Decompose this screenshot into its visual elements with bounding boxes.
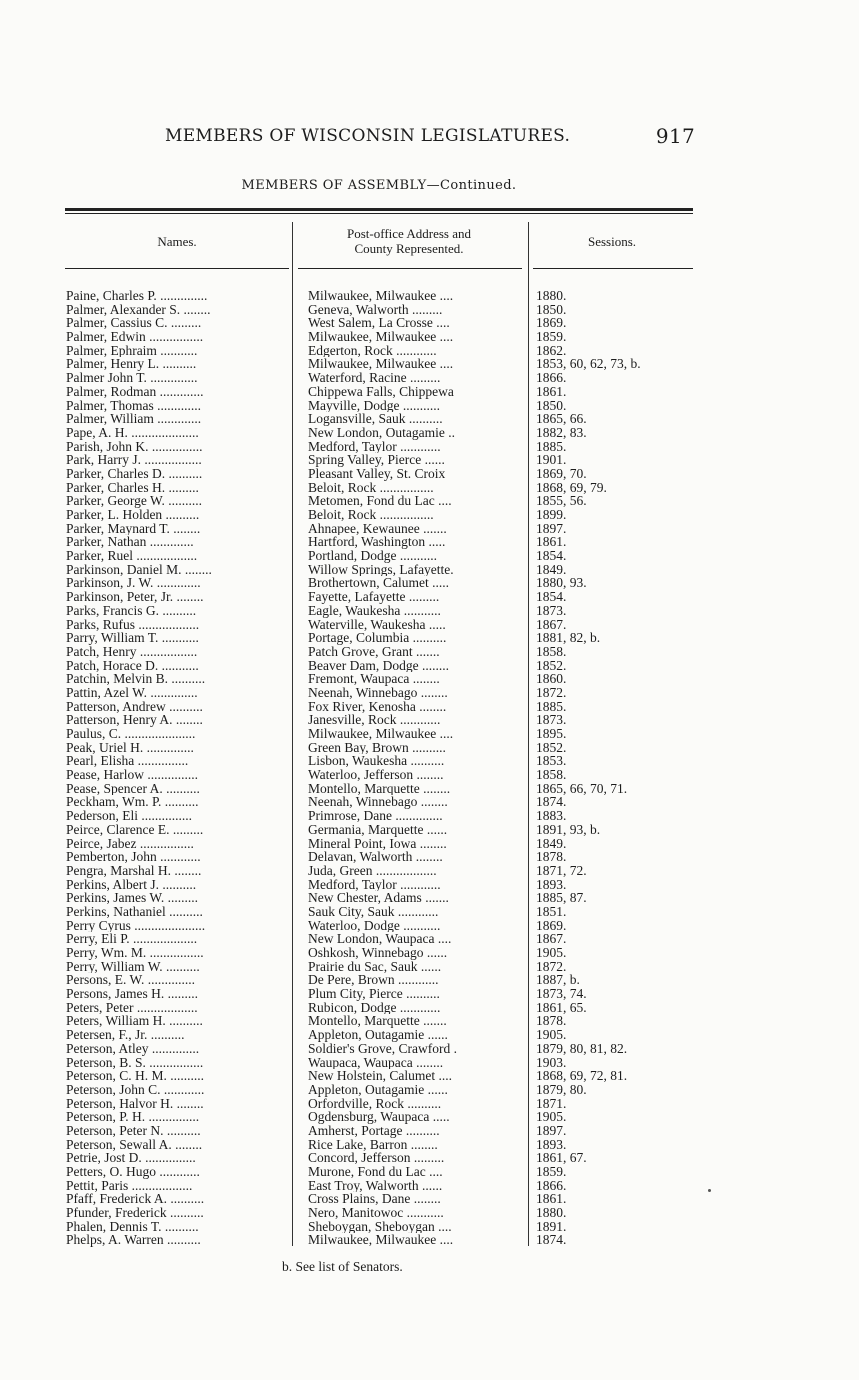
table-row [66, 782, 696, 796]
table-row [66, 1097, 696, 1111]
table-row [66, 1138, 696, 1152]
member-address: Waterloo, Jefferson ........ [308, 768, 444, 782]
table-row [66, 412, 696, 426]
member-sessions: 1862. [536, 343, 567, 358]
column-header-sessions: Sessions. [587, 234, 637, 249]
member-name: Pemberton, John ............ [66, 850, 201, 864]
table-row [66, 1165, 696, 1179]
member-sessions: 1868, 69, 79. [536, 480, 607, 495]
table-row [66, 672, 696, 686]
table-row [66, 1206, 696, 1220]
member-address: Sauk City, Sauk ............ [308, 904, 439, 919]
member-address: Fox River, Kenosha ........ [308, 699, 447, 714]
table-row [66, 809, 696, 823]
member-sessions: 1849. [536, 836, 567, 851]
member-sessions: 1865, 66, 70, 71. [536, 781, 628, 796]
member-address: Plum City, Pierce .......... [308, 987, 440, 1001]
table-row [66, 494, 696, 508]
member-name: Phalen, Dennis T. .......... [66, 1219, 199, 1234]
member-name: Parker, Maynard T. ........ [66, 521, 201, 536]
member-name: Patterson, Andrew .......... [66, 699, 203, 714]
member-address: Waupaca, Waupaca ........ [308, 1055, 444, 1070]
member-name: Patchin, Melvin B. .......... [66, 672, 206, 686]
member-name: Pfunder, Frederick .......... [66, 1206, 204, 1220]
member-sessions: 1905. [536, 1028, 567, 1042]
member-name: Peterson, P. H. ............... [66, 1110, 200, 1124]
member-address: Murone, Fond du Lac .... [308, 1165, 443, 1179]
header-rule-sessions [533, 268, 693, 269]
table-row [66, 987, 696, 1001]
member-address: Portland, Dodge ........... [308, 549, 437, 563]
table-row [66, 1056, 696, 1070]
member-address: Montello, Marquette ....... [308, 1014, 447, 1029]
member-name: Palmer, Cassius C. ......... [66, 316, 202, 331]
member-address: Beloit, Rock ................ [308, 480, 434, 495]
table-row [66, 754, 696, 768]
member-sessions: 1866. [536, 1178, 567, 1193]
member-sessions: 1850. [536, 398, 567, 413]
table-row [66, 1042, 696, 1056]
member-address: Appleton, Outagamie ...... [308, 1028, 448, 1042]
table-row [66, 837, 696, 851]
member-address: West Salem, La Crosse .... [308, 316, 450, 331]
member-address: Sheboygan, Sheboygan .... [308, 1219, 452, 1234]
member-name: Petersen, F., Jr. .......... [66, 1028, 185, 1042]
member-name: Peak, Uriel H. .............. [66, 740, 194, 755]
member-address: Nero, Manitowoc ........... [308, 1206, 444, 1220]
table-row [66, 508, 696, 522]
member-name: Patch, Henry ................. [66, 644, 198, 659]
member-sessions: 1874. [536, 1233, 567, 1248]
member-name: Peters, William H. .......... [66, 1014, 203, 1029]
table-row [66, 700, 696, 714]
member-address: Fayette, Lafayette ......... [308, 590, 440, 604]
table-row [66, 344, 696, 358]
member-sessions: 1873. [536, 713, 567, 728]
member-sessions: 1861, 65. [536, 1000, 587, 1015]
table-row [66, 1124, 696, 1138]
member-name: Petrie, Jost D. ............... [66, 1151, 196, 1166]
member-address: Soldier's Grove, Crawford . [308, 1041, 458, 1056]
member-sessions: 1899. [536, 508, 567, 522]
member-address: Portage, Columbia .......... [308, 631, 447, 645]
member-name: Perry, William W. .......... [66, 959, 200, 974]
member-name: Peterson, C. H. M. .......... [66, 1069, 204, 1083]
member-sessions: 1853, 60, 62, 73, b. [536, 357, 641, 372]
member-address: Germania, Marquette ...... [308, 822, 448, 837]
member-name: Petters, O. Hugo ............ [66, 1165, 200, 1179]
member-name: Perry Cyrus ..................... [66, 918, 206, 933]
table-row [66, 932, 696, 946]
member-address: Prairie du Sac, Sauk ...... [308, 959, 442, 974]
member-name: Pfaff, Frederick A. .......... [66, 1192, 205, 1207]
member-sessions: 1872. [536, 959, 567, 974]
table-row [66, 645, 696, 659]
member-name: Park, Harry J. ................. [66, 453, 202, 467]
member-address: Appleton, Outagamie ...... [308, 1082, 448, 1097]
member-address: Milwaukee, Milwaukee .... [308, 727, 454, 741]
member-name: Pease, Spencer A. .......... [66, 781, 200, 796]
member-name: Parker, George W. .......... [66, 494, 203, 509]
member-address: Montello, Marquette ........ [308, 781, 451, 796]
member-address: Primrose, Dane .............. [308, 809, 443, 823]
member-address: Ogdensburg, Waupaca ..... [308, 1110, 450, 1124]
member-sessions: 1901. [536, 453, 567, 467]
member-name: Perkins, Nathaniel .......... [66, 904, 203, 919]
member-sessions: 1891, 93, b. [536, 822, 601, 837]
member-sessions: 1867. [536, 932, 567, 947]
member-address: Lisbon, Waukesha .......... [308, 754, 445, 769]
member-name: Parker, Nathan ............. [66, 535, 194, 550]
member-address: Beloit, Rock ................ [308, 508, 434, 522]
table-row [66, 1083, 696, 1097]
member-sessions: 1855, 56. [536, 494, 587, 509]
table-row [66, 426, 696, 440]
table-row [66, 371, 696, 385]
member-sessions: 1854. [536, 549, 567, 563]
member-sessions: 1905. [536, 946, 567, 960]
member-sessions: 1878. [536, 850, 567, 864]
table-row [66, 357, 696, 371]
member-name: Palmer John T. .............. [66, 371, 198, 385]
member-name: Peterson, Atley .............. [66, 1041, 200, 1056]
member-address: Logansville, Sauk .......... [308, 412, 443, 426]
member-address: Medford, Taylor ............ [308, 877, 441, 892]
member-address: New London, Outagamie .. [308, 425, 455, 440]
member-sessions: 1903. [536, 1055, 567, 1070]
table-row [66, 1001, 696, 1015]
member-name: Palmer, Thomas ............. [66, 398, 201, 413]
member-name: Palmer, Henry L. .......... [66, 357, 197, 372]
table-row [66, 850, 696, 864]
member-sessions: 1859. [536, 330, 567, 344]
table-row [66, 1179, 696, 1193]
header-rule-names [65, 268, 289, 269]
member-sessions: 1879, 80, 81, 82. [536, 1041, 628, 1056]
member-address: Delavan, Walworth ........ [308, 850, 443, 864]
member-name: Parker, Ruel .................. [66, 549, 198, 563]
member-address: Geneva, Walworth ......... [308, 302, 443, 317]
table-row [66, 686, 696, 700]
member-address: Oshkosh, Winnebago ...... [308, 946, 448, 960]
table-row [66, 467, 696, 481]
member-sessions: 1860. [536, 672, 567, 686]
member-address: New London, Waupaca .... [308, 932, 452, 947]
member-sessions: 1881, 82, b. [536, 631, 601, 645]
member-address: Medford, Taylor ............ [308, 439, 441, 454]
member-name: Palmer, William ............. [66, 412, 202, 426]
table-row [66, 316, 696, 330]
member-name: Perkins, James W. ......... [66, 891, 199, 905]
member-sessions: 1883. [536, 809, 567, 823]
member-sessions: 1905. [536, 1110, 567, 1124]
member-sessions: 1895. [536, 727, 567, 741]
table-row [66, 946, 696, 960]
member-address: Mayville, Dodge ........... [308, 398, 440, 413]
member-name: Patterson, Henry A. ........ [66, 713, 203, 728]
column-header-names: Names. [157, 234, 197, 249]
member-address: Pleasant Valley, St. Croix [308, 466, 446, 481]
table-row [66, 891, 696, 905]
table-row [66, 1192, 696, 1206]
table-row [66, 1014, 696, 1028]
member-sessions: 1897. [536, 1123, 567, 1138]
top-rule-thin [65, 213, 693, 214]
member-address: Fremont, Waupaca ........ [308, 672, 440, 686]
member-sessions: 1882, 83. [536, 425, 587, 440]
member-name: Pederson, Eli ............... [66, 809, 192, 823]
member-name: Peterson, Sewall A. ........ [66, 1137, 203, 1152]
member-name: Peirce, Jabez ................ [66, 836, 194, 851]
member-sessions: 1880. [536, 1206, 567, 1220]
member-address: Waterloo, Dodge ........... [308, 918, 441, 933]
member-address: Janesville, Rock ............ [308, 713, 441, 728]
member-sessions: 1861. [536, 384, 567, 399]
member-name: Pattin, Azel W. .............. [66, 685, 198, 700]
member-address: East Troy, Walworth ...... [308, 1178, 443, 1193]
member-name: Pengra, Marshal H. ........ [66, 863, 202, 878]
member-name: Palmer, Edwin ................ [66, 330, 204, 344]
member-name: Parry, William T. ........... [66, 631, 199, 645]
member-name: Palmer, Alexander S. ........ [66, 302, 211, 317]
table-row [66, 741, 696, 755]
member-name: Pettit, Paris .................. [66, 1178, 193, 1193]
member-sessions: 1850. [536, 302, 567, 317]
member-address: Neenah, Winnebago ........ [308, 795, 448, 810]
table-row [66, 905, 696, 919]
member-name: Pearl, Elisha ............... [66, 754, 189, 769]
member-name: Peirce, Clarence E. ......... [66, 822, 204, 837]
member-address: Neenah, Winnebago ........ [308, 685, 448, 700]
member-sessions: 1885. [536, 439, 567, 454]
table-row [66, 919, 696, 933]
member-name: Parkinson, J. W. ............. [66, 576, 201, 591]
member-sessions: 1897. [536, 521, 567, 536]
ink-speck [708, 1189, 711, 1192]
member-sessions: 1873. [536, 603, 567, 618]
member-name: Paine, Charles P. .............. [66, 289, 208, 303]
table-row [66, 618, 696, 632]
header-rule-address [298, 268, 522, 269]
table-row [66, 535, 696, 549]
member-name: Palmer, Ephraim ........... [66, 343, 198, 358]
member-address: Spring Valley, Pierce ...... [308, 453, 445, 467]
member-address: Orfordville, Rock .......... [308, 1096, 442, 1111]
table-row [66, 440, 696, 454]
member-sessions: 1880, 93. [536, 576, 587, 591]
member-address: Waterville, Waukesha ..... [308, 617, 446, 632]
member-name: Parkinson, Daniel M. ........ [66, 562, 212, 577]
member-sessions: 1878. [536, 1014, 567, 1029]
table-row [66, 864, 696, 878]
member-name: Peters, Peter .................. [66, 1000, 198, 1015]
page-title: MEMBERS OF WISCONSIN LEGISLATURES. [165, 126, 571, 146]
member-address: Beaver Dam, Dodge ........ [308, 658, 449, 673]
member-name: Persons, James H. ......... [66, 987, 198, 1001]
member-address: Juda, Green .................. [308, 863, 437, 878]
member-address: Brothertown, Calumet ..... [308, 576, 449, 591]
table-row [66, 1151, 696, 1165]
member-address: New Holstein, Calumet .... [308, 1069, 452, 1083]
table-row [66, 289, 696, 303]
member-name: Peterson, Peter N. .......... [66, 1123, 201, 1138]
table-row [66, 549, 696, 563]
table-row [66, 522, 696, 536]
member-address: Concord, Jefferson ......... [308, 1151, 445, 1166]
table-row [66, 330, 696, 344]
member-sessions: 1861. [536, 535, 567, 550]
table-row [66, 604, 696, 618]
member-name: Paulus, C. ..................... [66, 727, 196, 741]
member-address: Milwaukee, Milwaukee .... [308, 330, 454, 344]
member-sessions: 1867. [536, 617, 567, 632]
member-address: Ahnapee, Kewaunee ....... [308, 521, 447, 536]
column-header-address [296, 226, 522, 256]
member-name: Peterson, John C. ............ [66, 1082, 205, 1097]
table-row [66, 303, 696, 317]
member-address: Eagle, Waukesha ........... [308, 603, 441, 618]
member-sessions: 1871. [536, 1096, 567, 1111]
member-sessions: 1865, 66. [536, 412, 587, 426]
member-sessions: 1854. [536, 590, 567, 604]
table-row [66, 1220, 696, 1234]
table-row [66, 713, 696, 727]
member-address: Milwaukee, Milwaukee .... [308, 1233, 454, 1248]
table-row [66, 1069, 696, 1083]
member-address: Chippewa Falls, Chippewa [308, 384, 454, 399]
table-row [66, 453, 696, 467]
member-name: Pape, A. H. .................... [66, 425, 199, 440]
table-row [66, 590, 696, 604]
member-name: Peterson, B. S. ................ [66, 1055, 204, 1070]
member-sessions: 1852. [536, 658, 567, 673]
table-row [66, 768, 696, 782]
member-name: Parker, L. Holden .......... [66, 508, 200, 522]
member-sessions: 1891. [536, 1219, 567, 1234]
member-address: Rubicon, Dodge ............ [308, 1000, 441, 1015]
table-row [66, 960, 696, 974]
member-address: New Chester, Adams ....... [308, 891, 449, 905]
member-address: Waterford, Racine ......... [308, 371, 441, 385]
member-name: Peckham, Wm. P. .......... [66, 795, 199, 810]
member-sessions: 1893. [536, 877, 567, 892]
member-address: Edgerton, Rock ............ [308, 343, 437, 358]
top-rule-thick [65, 208, 693, 211]
member-sessions: 1872. [536, 685, 567, 700]
member-sessions: 1869. [536, 316, 567, 331]
member-sessions: 1858. [536, 644, 567, 659]
member-sessions: 1851. [536, 904, 567, 919]
member-sessions: 1861. [536, 1192, 567, 1207]
member-address: Green Bay, Brown .......... [308, 740, 446, 755]
member-address: Willow Springs, Lafayette. [308, 562, 454, 577]
member-sessions: 1885, 87. [536, 891, 587, 905]
table-row [66, 878, 696, 892]
member-name: Persons, E. W. .............. [66, 973, 196, 988]
table-row [66, 631, 696, 645]
member-sessions: 1852. [536, 740, 567, 755]
member-sessions: 1859. [536, 1165, 567, 1179]
member-address: Milwaukee, Milwaukee .... [308, 357, 454, 372]
member-name: Parker, Charles H. ......... [66, 480, 199, 495]
table-row [66, 659, 696, 673]
column-header-address-line2: County Represented. [354, 241, 464, 256]
table-row [66, 481, 696, 495]
footnote: b. See list of Senators. [282, 1259, 403, 1274]
table-row [66, 727, 696, 741]
table-row [66, 1233, 696, 1247]
member-address: Rice Lake, Barron ........ [308, 1137, 438, 1152]
member-name: Perry, Wm. M. ................ [66, 946, 204, 960]
member-sessions: 1871, 72. [536, 863, 587, 878]
member-name: Pease, Harlow ............... [66, 768, 198, 782]
member-name: Phelps, A. Warren .......... [66, 1233, 201, 1248]
member-sessions: 1879, 80. [536, 1082, 587, 1097]
member-sessions: 1893. [536, 1137, 567, 1152]
section-title: MEMBERS OF ASSEMBLY—Continued. [241, 178, 517, 193]
table-row [66, 576, 696, 590]
member-sessions: 1887, b. [536, 973, 580, 988]
member-address: Mineral Point, Iowa ........ [308, 836, 447, 851]
member-name: Palmer, Rodman ............. [66, 384, 204, 399]
member-name: Perry, Eli P. ................... [66, 932, 198, 947]
table-row [66, 1110, 696, 1124]
member-sessions: 1874. [536, 795, 567, 810]
member-name: Peterson, Halvor H. ........ [66, 1096, 204, 1111]
member-sessions: 1868, 69, 72, 81. [536, 1069, 628, 1083]
member-sessions: 1869, 70. [536, 466, 587, 481]
member-sessions: 1885. [536, 699, 567, 714]
member-sessions: 1853. [536, 754, 567, 769]
member-sessions: 1866. [536, 371, 567, 385]
table-row [66, 973, 696, 987]
member-address: Patch Grove, Grant ....... [308, 644, 440, 659]
member-name: Parks, Francis G. .......... [66, 603, 197, 618]
member-address: Amherst, Portage .......... [308, 1123, 440, 1138]
member-sessions: 1858. [536, 768, 567, 782]
member-name: Parks, Rufus .................. [66, 617, 200, 632]
member-sessions: 1849. [536, 562, 567, 577]
member-name: Perkins, Albert J. .......... [66, 877, 197, 892]
table-row [66, 795, 696, 809]
table-row [66, 1028, 696, 1042]
member-sessions: 1873, 74. [536, 987, 587, 1001]
member-name: Parker, Charles D. .......... [66, 466, 203, 481]
member-name: Patch, Horace D. ........... [66, 658, 199, 673]
page-number: 917 [655, 124, 695, 148]
member-sessions: 1861, 67. [536, 1151, 587, 1166]
member-address: De Pere, Brown ............ [308, 973, 439, 988]
member-address: Metomen, Fond du Lac .... [308, 494, 452, 509]
table-row [66, 823, 696, 837]
member-sessions: 1869. [536, 918, 567, 933]
table-row [66, 399, 696, 413]
members-table [66, 289, 696, 1247]
member-address: Hartford, Washington ..... [308, 535, 446, 550]
table-row [66, 563, 696, 577]
member-address: Milwaukee, Milwaukee .... [308, 289, 454, 303]
member-name: Parish, John K. ............... [66, 439, 203, 454]
member-sessions: 1880. [536, 289, 567, 303]
column-header-address-line1: Post-office Address and [347, 226, 471, 241]
table-row [66, 385, 696, 399]
member-name: Parkinson, Peter, Jr. ........ [66, 590, 204, 604]
member-address: Cross Plains, Dane ........ [308, 1192, 441, 1207]
